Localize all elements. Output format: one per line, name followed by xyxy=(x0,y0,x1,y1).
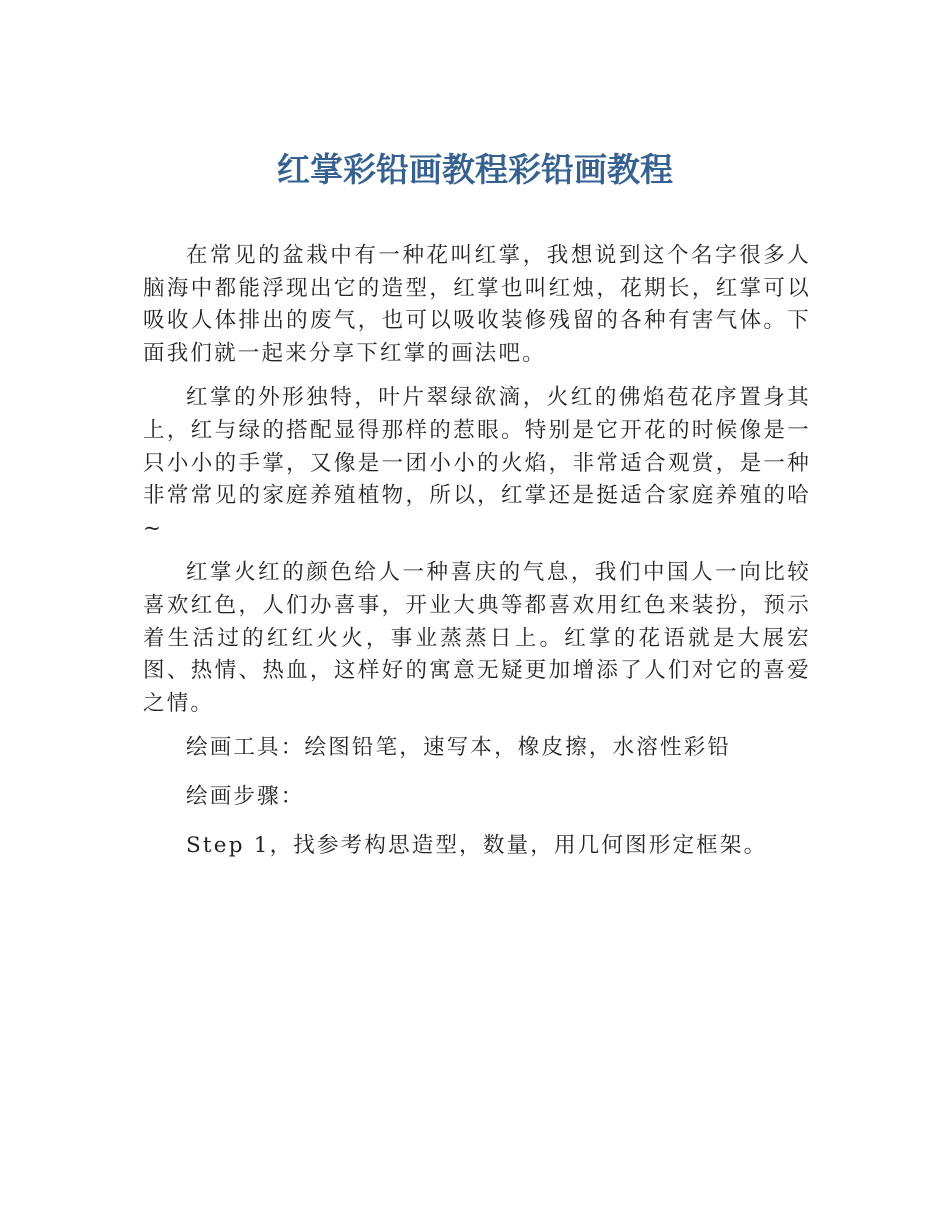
paragraph-meaning: 红掌火红的颜色给人一种喜庆的气息，我们中国人一向比较喜欢红色，人们办喜事，开业大典等都喜欢用红色来装扮，预示着生活过的红红火火，事业蒸蒸日上。红掌的花语就是大展宏图、热情、热血，这样好的寓意无疑更加增添了人们对它的喜爱之情。 xyxy=(143,560,811,716)
paragraph-appearance: 红掌的外形独特，叶片翠绿欲滴，火红的佛焰苞花序置身其上，红与绿的搭配显得那样的惹眼。特别是它开花的时候像是一只小小的手掌，又像是一团小小的火焰，非常适合观赏，是一种非常常见的家庭养殖植物，所以，红掌还是挺适合家庭养殖的哈~ xyxy=(143,385,811,541)
paragraph-steps-heading: 绘画步骤： xyxy=(186,783,305,809)
document-body xyxy=(143,240,811,878)
paragraph-step-1: Step 1，找参考构思造型，数量，用几何图形定框架。 xyxy=(186,832,768,858)
paragraph-intro: 在常见的盆栽中有一种花叫红掌，我想说到这个名字很多人脑海中都能浮现出它的造型，红掌也叫红烛，花期长，红掌可以吸收人体排出的废气，也可以吸收装修残留的各种有害气体。下面我们就一起来分享下红掌的画法吧。 xyxy=(143,243,811,366)
document-title: 红掌彩铅画教程彩铅画教程 xyxy=(277,150,673,189)
paragraph-tools: 绘画工具：绘图铅笔，速写本，橡皮擦，水溶性彩铅 xyxy=(186,735,732,761)
